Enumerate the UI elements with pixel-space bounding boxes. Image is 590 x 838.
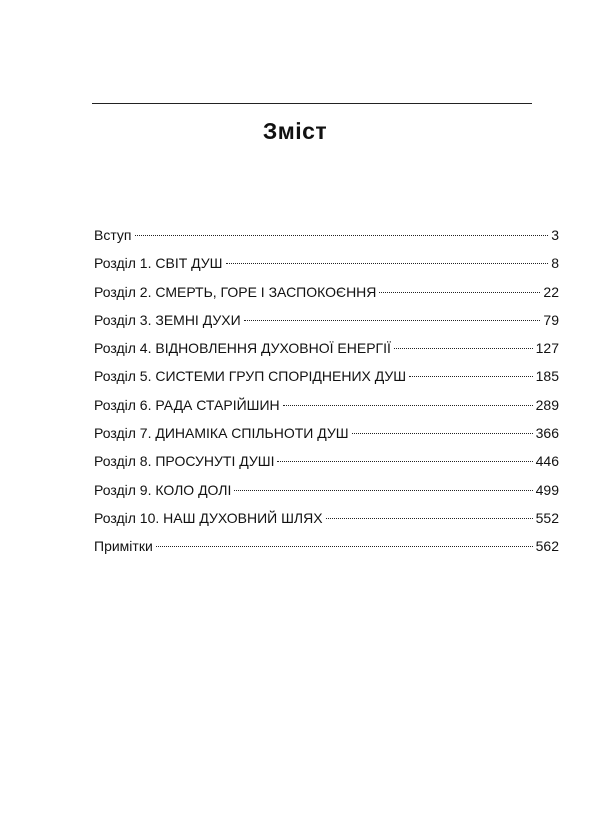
toc-entry-label: Розділ 1. СВІТ ДУШ (94, 255, 223, 272)
toc-entry-chapter-10[interactable] (94, 504, 559, 532)
toc-entry-intro[interactable] (94, 221, 559, 249)
toc-entry-chapter-9[interactable] (94, 476, 559, 504)
page-title: Зміст (262, 118, 328, 144)
toc-entry-page: 289 (535, 396, 559, 413)
dot-leader (394, 348, 533, 349)
toc-entry-page: 127 (535, 340, 559, 357)
dot-leader (226, 263, 549, 264)
dot-leader (135, 235, 549, 236)
toc-entry-page: 562 (535, 538, 559, 555)
dot-leader (234, 490, 532, 491)
dot-leader (379, 292, 540, 293)
toc-entry-page: 446 (535, 453, 559, 470)
toc-entry-page: 499 (535, 481, 559, 498)
toc-entry-page: 22 (543, 283, 559, 300)
toc-entry-chapter-7[interactable] (94, 419, 559, 447)
toc-entry-chapter-4[interactable] (94, 334, 559, 362)
toc-entry-chapter-3[interactable] (94, 306, 559, 334)
toc-entry-label: Розділ 7. ДИНАМІКА СПІЛЬНОТИ ДУШ (94, 425, 349, 442)
toc-entry-label: Розділ 6. РАДА СТАРІЙШИН (94, 396, 280, 413)
toc-entry-label: Розділ 10. НАШ ДУХОВНИЙ ШЛЯХ (94, 509, 323, 526)
dot-leader (156, 546, 533, 547)
dot-leader (244, 320, 541, 321)
dot-leader (283, 405, 533, 406)
toc-entry-page: 3 (551, 227, 559, 243)
toc-entry-notes[interactable] (94, 532, 559, 560)
toc-entry-page: 552 (535, 509, 559, 526)
table-of-contents (94, 221, 559, 561)
top-rule (92, 103, 532, 104)
dot-leader (277, 461, 532, 462)
dot-leader (409, 376, 533, 377)
toc-entry-chapter-6[interactable] (94, 391, 559, 419)
toc-entry-page: 79 (543, 311, 559, 328)
toc-entry-label: Вступ (94, 227, 132, 243)
toc-entry-page: 366 (535, 425, 559, 442)
toc-entry-chapter-8[interactable] (94, 447, 559, 475)
toc-entry-label: Розділ 8. ПРОСУНУТІ ДУШІ (94, 453, 275, 470)
dot-leader (352, 433, 533, 434)
toc-entry-page: 8 (551, 255, 559, 272)
toc-entry-label: Розділ 3. ЗЕМНІ ДУХИ (94, 311, 241, 328)
dot-leader (326, 518, 533, 519)
toc-entry-label: Розділ 9. КОЛО ДОЛІ (94, 481, 232, 498)
toc-entry-chapter-1[interactable] (94, 249, 559, 277)
toc-entry-label: Розділ 5. СИСТЕМИ ГРУП СПОРІДНЕНИХ ДУШ (94, 368, 407, 385)
toc-entry-label: Розділ 4. ВІДНОВЛЕННЯ ДУХОВНОЇ ЕНЕРГІЇ (94, 340, 391, 357)
toc-entry-page: 185 (535, 368, 559, 385)
toc-entry-chapter-2[interactable] (94, 278, 559, 306)
toc-entry-label: Розділ 2. СМЕРТЬ, ГОРЕ І ЗАСПОКОЄННЯ (94, 283, 377, 300)
toc-entry-label: Примітки (94, 538, 153, 555)
toc-entry-chapter-5[interactable] (94, 362, 559, 390)
